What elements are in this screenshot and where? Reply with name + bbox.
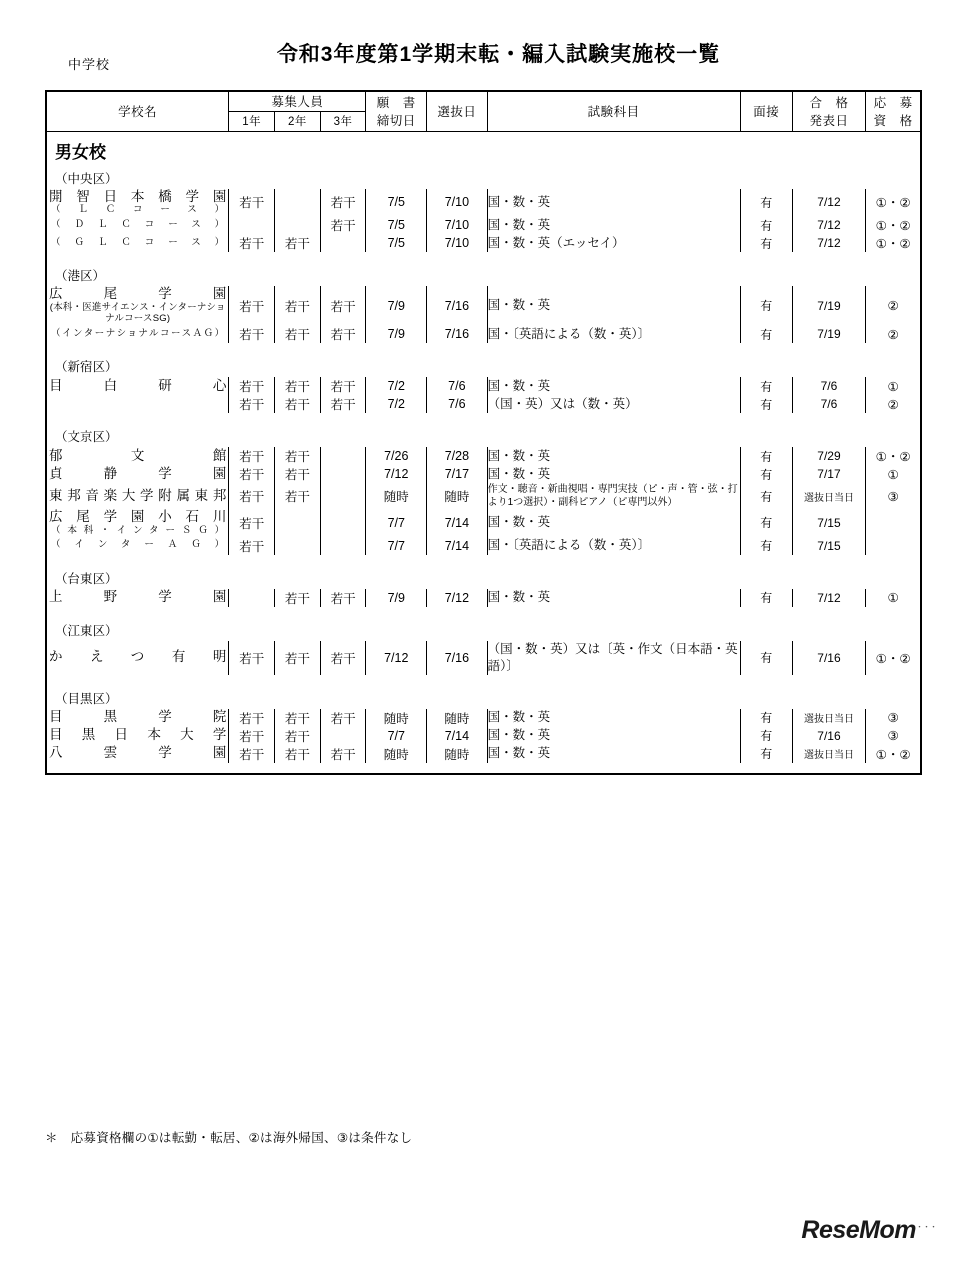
logo-dots: ・・・: [916, 1224, 937, 1231]
grade1-cell: 若干: [229, 447, 275, 465]
school-course-note: （インターナショナルコースＡＧ）: [51, 327, 225, 339]
result-date-cell: 7/29: [792, 447, 865, 465]
grade1-cell: [229, 216, 275, 234]
exam-date-cell: 7/16: [427, 641, 488, 675]
grade2-cell: [275, 189, 321, 217]
col-result-date-line1: 合 格: [809, 96, 849, 111]
result-date-cell: 7/16: [792, 727, 865, 745]
interview-cell: 有: [740, 465, 792, 483]
col-exam-date: 選抜日: [427, 91, 488, 131]
result-date-cell: 7/12: [792, 234, 865, 252]
result-date-cell: 選抜日当日: [792, 709, 865, 727]
qualification-cell: ①: [866, 589, 921, 607]
grade2-cell: 若干: [275, 709, 321, 727]
table-row[interactable]: [46, 216, 921, 234]
interview-cell: 有: [740, 286, 792, 325]
table-row[interactable]: [46, 483, 921, 509]
grade3-cell: 若干: [320, 216, 366, 234]
subjects-cell: 国・数・英: [487, 465, 740, 483]
interview-cell: 有: [740, 325, 792, 343]
ward-heading-row: [46, 565, 921, 589]
school-course-note: （ＤＬＣコース）: [51, 218, 225, 230]
table-row[interactable]: [46, 641, 921, 675]
interview-cell: 有: [740, 395, 792, 413]
grade1-cell: 若干: [229, 537, 275, 555]
exam-date-cell: 7/16: [427, 286, 488, 325]
ward-heading: （台東区）: [46, 565, 921, 589]
exam-date-cell: 7/10: [427, 189, 488, 217]
grade2-cell: 若干: [275, 745, 321, 763]
grade3-cell: [320, 509, 366, 537]
application-deadline-cell: 随時: [366, 709, 427, 727]
grade1-cell: 若干: [229, 189, 275, 217]
interview-cell: 有: [740, 641, 792, 675]
application-deadline-cell: 7/7: [366, 727, 427, 745]
ward-heading-row: [46, 685, 921, 709]
result-date-cell: 7/6: [792, 377, 865, 395]
grade1-cell: 若干: [229, 641, 275, 675]
grade2-cell: 若干: [275, 447, 321, 465]
col-subjects: 試験科目: [487, 91, 740, 131]
qualification-cell: ①: [866, 465, 921, 483]
grade3-cell: 若干: [320, 641, 366, 675]
school-name: 貞静学園: [49, 465, 227, 481]
interview-cell: 有: [740, 377, 792, 395]
subjects-cell: 国・数・英: [487, 286, 740, 325]
exam-date-cell: 7/10: [427, 216, 488, 234]
interview-cell: 有: [740, 234, 792, 252]
grade3-cell: [320, 447, 366, 465]
school-name-cell: [46, 537, 229, 555]
school-name-cell: [46, 589, 229, 607]
grade3-cell: 若干: [320, 589, 366, 607]
application-deadline-cell: 7/5: [366, 189, 427, 217]
grade2-cell: 若干: [275, 234, 321, 252]
table-row[interactable]: [46, 509, 921, 537]
col-result-date-line2: 発表日: [809, 114, 849, 129]
grade1-cell: 若干: [229, 377, 275, 395]
application-deadline-cell: 7/12: [366, 641, 427, 675]
subjects-cell: 国・数・英: [487, 727, 740, 745]
application-deadline-cell: 7/2: [366, 377, 427, 395]
school-name-cell: [46, 325, 229, 343]
school-name-cell: [46, 395, 229, 413]
footnote: ＊ 応募資格欄の①は転勤・転居、②は海外帰国、③は条件なし: [45, 1131, 413, 1145]
qualification-cell: [866, 509, 921, 537]
document-header: [0, 28, 967, 76]
school-name-cell: [46, 483, 229, 509]
result-date-cell: 選抜日当日: [792, 745, 865, 763]
qualification-cell: ①・②: [866, 216, 921, 234]
grade1-cell: 若干: [229, 483, 275, 509]
school-name-cell: [46, 509, 229, 537]
application-deadline-cell: 7/2: [366, 395, 427, 413]
exam-date-cell: 7/14: [427, 509, 488, 537]
spacer-row: [46, 607, 921, 617]
grade2-cell: 若干: [275, 377, 321, 395]
interview-cell: 有: [740, 483, 792, 509]
qualification-cell: ①: [866, 377, 921, 395]
exam-date-cell: 7/16: [427, 325, 488, 343]
exam-date-cell: 7/17: [427, 465, 488, 483]
result-date-cell: 7/12: [792, 216, 865, 234]
subjects-cell: 国・数・英: [487, 447, 740, 465]
grade2-cell: [275, 509, 321, 537]
interview-cell: 有: [740, 216, 792, 234]
qualification-cell: ①・②: [866, 447, 921, 465]
grade3-cell: [320, 234, 366, 252]
grade2-cell: [275, 537, 321, 555]
col-qualification-line1: 応 募: [873, 96, 913, 111]
grade1-cell: [229, 589, 275, 607]
qualification-cell: ①・②: [866, 745, 921, 763]
application-deadline-cell: 7/12: [366, 465, 427, 483]
table-body: [46, 131, 921, 774]
logo-text: ReseMom: [801, 1216, 916, 1244]
exam-date-cell: 7/12: [427, 589, 488, 607]
exam-date-cell: 7/14: [427, 727, 488, 745]
school-name-cell: [46, 709, 229, 727]
grade3-cell: 若干: [320, 286, 366, 325]
grade1-cell: 若干: [229, 727, 275, 745]
qualification-cell: ③: [866, 483, 921, 509]
col-school-name: 学校名: [46, 91, 229, 131]
school-course-note: （ＬＣコース）: [51, 204, 225, 216]
table-row[interactable]: [46, 727, 921, 745]
spacer-row: [46, 252, 921, 262]
exam-date-cell: 随時: [427, 709, 488, 727]
section-heading: 男女校: [46, 131, 921, 165]
school-name: 上野学園: [49, 589, 227, 605]
interview-cell: 有: [740, 745, 792, 763]
table-row[interactable]: [46, 377, 921, 395]
grade2-cell: [275, 216, 321, 234]
table-row[interactable]: [46, 589, 921, 607]
school-course-note: (本科・医進サイエンス・インターナショナルコースSG): [49, 302, 226, 325]
table-row[interactable]: [46, 189, 921, 217]
grade2-cell: 若干: [275, 727, 321, 745]
subjects-cell: （国・英）又は（数・英）: [487, 395, 740, 413]
grade1-cell: 若干: [229, 234, 275, 252]
grade3-cell: [320, 483, 366, 509]
ward-heading: （目黒区）: [46, 685, 921, 709]
school-name-cell: [46, 641, 229, 675]
col-application-deadline-line2: 締切日: [376, 114, 416, 129]
application-deadline-cell: 随時: [366, 483, 427, 509]
grade2-cell: 若干: [275, 325, 321, 343]
subjects-cell: 国・数・英: [487, 745, 740, 763]
col-interview: 面接: [740, 91, 792, 131]
col-grade2: 2年: [275, 111, 321, 131]
table-header: [46, 91, 921, 131]
application-deadline-cell: 7/7: [366, 537, 427, 555]
school-name-cell: [46, 216, 229, 234]
table-row[interactable]: [46, 234, 921, 252]
col-application-deadline: [366, 91, 427, 131]
table-row[interactable]: [46, 537, 921, 555]
grade1-cell: 若干: [229, 465, 275, 483]
grade1-cell: 若干: [229, 509, 275, 537]
interview-cell: 有: [740, 509, 792, 537]
grade3-cell: 若干: [320, 377, 366, 395]
ward-heading-row: [46, 165, 921, 189]
subjects-cell: 作文・聴音・新曲視唱・専門実技（ピ・声・管・弦・打より1つ選択）・副科ピアノ（ピ専門以外）: [487, 483, 740, 509]
school-name: 郁文館: [49, 447, 227, 463]
exam-schools-table: [45, 90, 922, 775]
school-kind-label: 中学校: [68, 57, 111, 72]
spacer-row: [46, 675, 921, 685]
grade3-cell: 若干: [320, 189, 366, 217]
table-row[interactable]: [46, 447, 921, 465]
spacer-row: [46, 343, 921, 353]
ward-heading: （新宿区）: [46, 353, 921, 377]
subjects-cell: 国・数・英: [487, 216, 740, 234]
grade3-cell: [320, 465, 366, 483]
subjects-cell: 国・〔英語による（数・英）〕: [487, 537, 740, 555]
grade1-cell: 若干: [229, 709, 275, 727]
grade1-cell: 若干: [229, 395, 275, 413]
result-date-cell: 7/12: [792, 189, 865, 217]
ward-heading: （港区）: [46, 262, 921, 286]
grade1-cell: 若干: [229, 745, 275, 763]
qualification-cell: ①・②: [866, 189, 921, 217]
school-name-cell: [46, 447, 229, 465]
school-name-cell: [46, 234, 229, 252]
table-row[interactable]: [46, 395, 921, 413]
table-row[interactable]: [46, 709, 921, 727]
exam-date-cell: 随時: [427, 745, 488, 763]
grade2-cell: 若干: [275, 589, 321, 607]
grade1-cell: 若干: [229, 286, 275, 325]
col-qualification: [866, 91, 921, 131]
subjects-cell: 国・数・英: [487, 189, 740, 217]
subjects-cell: 国・〔英語による（数・英）〕: [487, 325, 740, 343]
result-date-cell: 7/17: [792, 465, 865, 483]
result-date-cell: 選抜日当日: [792, 483, 865, 509]
school-name: 広尾学園小石川: [49, 509, 227, 525]
grade2-cell: 若干: [275, 395, 321, 413]
application-deadline-cell: 7/9: [366, 589, 427, 607]
grade3-cell: 若干: [320, 395, 366, 413]
application-deadline-cell: 7/7: [366, 509, 427, 537]
grade3-cell: 若干: [320, 325, 366, 343]
resemom-logo: [801, 1216, 937, 1245]
school-name-cell: [46, 745, 229, 763]
table-row[interactable]: [46, 286, 921, 325]
exam-date-cell: 7/28: [427, 447, 488, 465]
school-name: 目黒学院: [49, 709, 227, 725]
school-name: かえつ有明: [49, 649, 227, 665]
exam-date-cell: 7/14: [427, 537, 488, 555]
interview-cell: 有: [740, 727, 792, 745]
school-name-cell: [46, 377, 229, 395]
school-course-note: （インターＡＧ）: [51, 539, 225, 551]
school-name: 開智日本橋学園: [49, 188, 227, 204]
exam-date-cell: 随時: [427, 483, 488, 509]
grade1-cell: 若干: [229, 325, 275, 343]
col-application-deadline-line1: 願 書: [376, 96, 416, 111]
table-row[interactable]: [46, 745, 921, 763]
section-heading-row: [46, 131, 921, 165]
school-name: 目黒日本大学: [49, 727, 227, 743]
grade2-cell: 若干: [275, 641, 321, 675]
application-deadline-cell: 7/9: [366, 325, 427, 343]
application-deadline-cell: 随時: [366, 745, 427, 763]
spacer-row: [46, 763, 921, 774]
grade2-cell: 若干: [275, 465, 321, 483]
result-date-cell: 7/19: [792, 325, 865, 343]
school-name: 目白研心: [49, 377, 227, 393]
qualification-cell: ①・②: [866, 641, 921, 675]
school-name-cell: [46, 465, 229, 483]
result-date-cell: 7/6: [792, 395, 865, 413]
spacer-row: [46, 555, 921, 565]
ward-heading-row: [46, 617, 921, 641]
subjects-cell: 国・数・英（エッセイ）: [487, 234, 740, 252]
ward-heading-row: [46, 353, 921, 377]
grade2-cell: 若干: [275, 286, 321, 325]
result-date-cell: 7/15: [792, 509, 865, 537]
exam-date-cell: 7/6: [427, 395, 488, 413]
school-name-cell: [46, 286, 229, 325]
school-name: 八雲学園: [49, 745, 227, 761]
school-name-cell: [46, 189, 229, 217]
school-name: 広尾学園: [49, 286, 227, 302]
table-row[interactable]: [46, 325, 921, 343]
school-course-note: （ＧＬＣコース）: [51, 236, 225, 248]
ward-heading-row: [46, 423, 921, 447]
application-deadline-cell: 7/5: [366, 216, 427, 234]
interview-cell: 有: [740, 589, 792, 607]
qualification-cell: ①・②: [866, 234, 921, 252]
qualification-cell: ②: [866, 395, 921, 413]
result-date-cell: 7/19: [792, 286, 865, 325]
col-grade1: 1年: [229, 111, 275, 131]
ward-heading-row: [46, 262, 921, 286]
grade3-cell: 若干: [320, 745, 366, 763]
interview-cell: 有: [740, 447, 792, 465]
spacer-row: [46, 413, 921, 423]
qualification-cell: ②: [866, 325, 921, 343]
ward-heading: （江東区）: [46, 617, 921, 641]
ward-heading: （中央区）: [46, 165, 921, 189]
exam-date-cell: 7/6: [427, 377, 488, 395]
application-deadline-cell: 7/9: [366, 286, 427, 325]
col-qualification-line2: 資 格: [873, 114, 913, 129]
interview-cell: 有: [740, 537, 792, 555]
ward-heading: （文京区）: [46, 423, 921, 447]
subjects-cell: （国・数・英）又は〔英・作文（日本語・英語）〕: [487, 641, 740, 675]
page-title: 令和3年度第1学期末転・編入試験実施校一覧: [276, 43, 721, 66]
grade2-cell: 若干: [275, 483, 321, 509]
grade3-cell: [320, 727, 366, 745]
school-name: 東邦音楽大学附属東邦: [49, 487, 227, 503]
application-deadline-cell: 7/5: [366, 234, 427, 252]
application-deadline-cell: 7/26: [366, 447, 427, 465]
qualification-cell: ②: [866, 286, 921, 325]
qualification-cell: ③: [866, 727, 921, 745]
subjects-cell: 国・数・英: [487, 709, 740, 727]
qualification-cell: ③: [866, 709, 921, 727]
col-result-date: [792, 91, 865, 131]
result-date-cell: 7/12: [792, 589, 865, 607]
interview-cell: 有: [740, 189, 792, 217]
result-date-cell: 7/16: [792, 641, 865, 675]
school-name-cell: [46, 727, 229, 745]
col-capacity: 募集人員: [229, 91, 366, 111]
col-grade3: 3年: [320, 111, 366, 131]
table-row[interactable]: [46, 465, 921, 483]
subjects-cell: 国・数・英: [487, 509, 740, 537]
exam-date-cell: 7/10: [427, 234, 488, 252]
subjects-cell: 国・数・英: [487, 589, 740, 607]
qualification-cell: [866, 537, 921, 555]
grade3-cell: 若干: [320, 709, 366, 727]
result-date-cell: 7/15: [792, 537, 865, 555]
subjects-cell: 国・数・英: [487, 377, 740, 395]
interview-cell: 有: [740, 709, 792, 727]
grade3-cell: [320, 537, 366, 555]
school-course-note: （本科・インターＳＧ）: [51, 524, 225, 536]
